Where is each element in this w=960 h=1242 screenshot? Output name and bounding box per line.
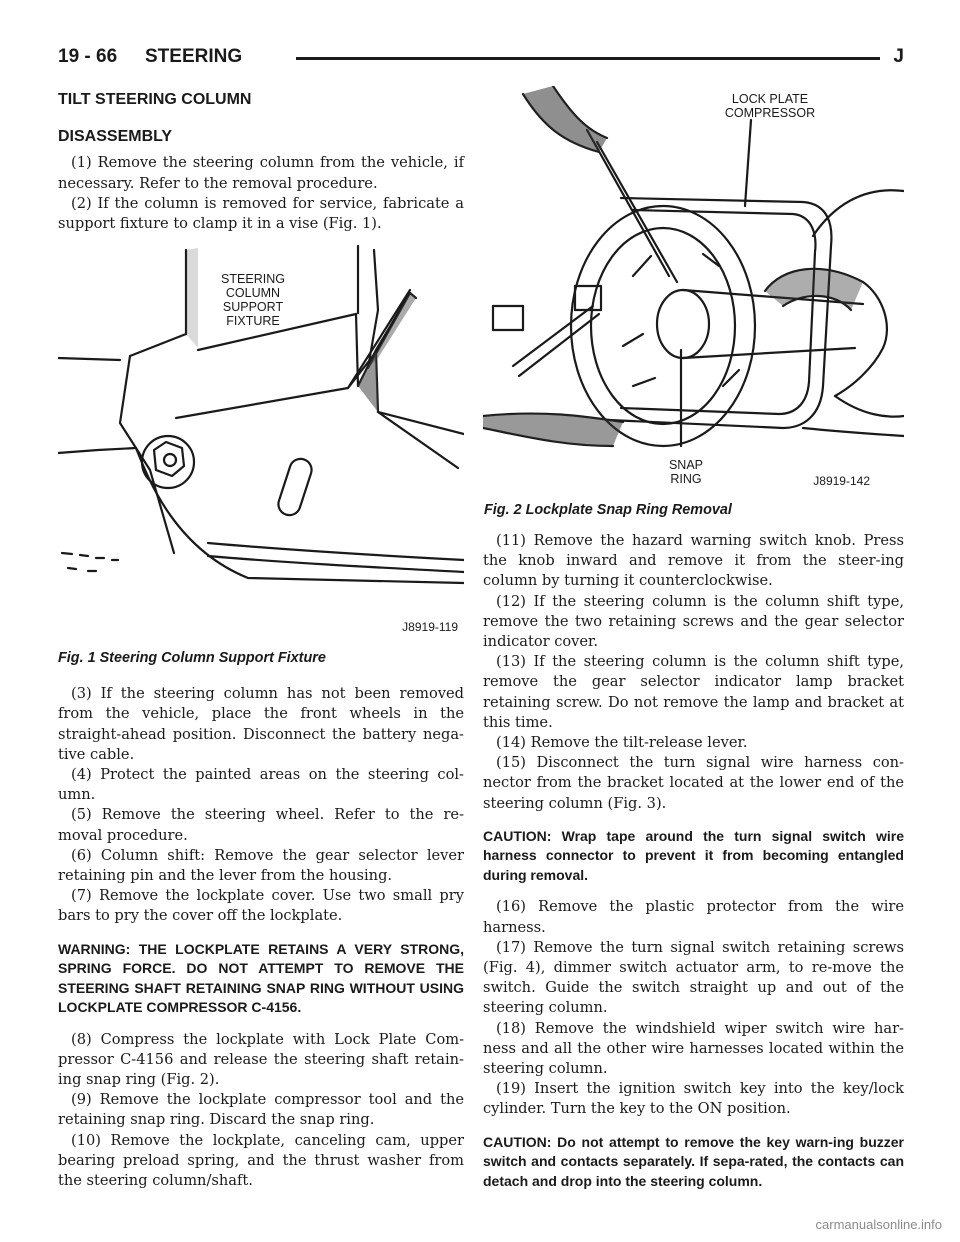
figure-2 — [483, 86, 904, 518]
step-1: (1) Remove the steering column from the vehicle, if necessary. Refer to the removal procedure. — [58, 154, 464, 192]
snap-ring-label: SNAP RING — [668, 458, 704, 486]
figure-2-id: J8919-142 — [813, 474, 870, 488]
page-number: 19 - 66 — [58, 46, 118, 67]
right-column — [483, 525, 904, 1203]
step-2: (2) If the column is removed for service, fabricate a support fixture to clamp it in a vise (Fig. 1). — [58, 194, 464, 233]
lock-plate-compressor-label: LOCK PLATE COMPRESSOR — [724, 92, 816, 120]
fixture-label: STEERING COLUMN SUPPORT FIXTURE — [221, 272, 285, 328]
figure-1-caption: Fig. 1 Steering Column Support Fixture — [58, 650, 326, 666]
step-3: (3) If the steering column has not been removed from the vehicle, place the front wheels in the straight-ahead position. Disconnect the battery nega-tive cable. — [58, 685, 464, 763]
step-15: (15) Disconnect the turn signal wire harness con-nector from the bracket located at the lower end of the steering column (Fig. 3). — [483, 754, 904, 812]
step-11: (11) Remove the hazard warning switch knob. Press the knob inward and remove it from the steer-ing column by turning it counterclockwise. — [483, 532, 904, 590]
snap-ring-removal-illustration — [483, 86, 904, 486]
step-16: (16) Remove the plastic protector from the wire harness. — [483, 898, 904, 936]
step-7: (7) Remove the lockplate cover. Use two small pry bars to pry the cover off the lockplate. — [58, 887, 464, 925]
step-18: (18) Remove the windshield wiper switch wire har-ness and all the other wire harnesses located within the steering column. — [483, 1019, 904, 1077]
caution-note-1: CAUTION: Wrap tape around the turn signal switch wire harness connector to prevent it from becoming entangled during removal. — [483, 827, 904, 883]
section-heading: TILT STEERING COLUMN — [58, 91, 252, 108]
edition-letter: J — [893, 46, 904, 67]
step-10: (10) Remove the lockplate, canceling cam, upper bearing preload spring, and the thrust washer from the steering column/shaft. — [58, 1131, 464, 1190]
figure-1 — [58, 238, 464, 666]
watermark: carmanualsonline.info — [815, 1217, 942, 1232]
step-8: (8) Compress the lockplate with Lock Plate Com-pressor C-4156 and release the steering shaft retain-ing snap ring (Fig. 2). — [58, 1030, 464, 1089]
figure-1-id: J8919-119 — [402, 620, 458, 634]
subheading-disassembly: DISASSEMBLY — [58, 128, 173, 146]
step-13: (13) If the steering column is the column shift type, remove the gear selector indicator lamp bracket retaining screw. Do not remove the lamp and bracket at this time. — [483, 653, 904, 731]
warning-note: WARNING: THE LOCKPLATE RETAINS A VERY STRONG, SPRING FORCE. DO NOT ATTEMPT TO REMOVE THE STEERING SHAFT RETAINING SNAP RING WITHOUT USING LOCKPLATE COMPRESSOR C-4156. — [58, 940, 464, 1016]
caution-note-2: CAUTION: Do not attempt to remove the key warn-ing buzzer switch and contacts separately. If sepa-rated, the contacts can detach and drop into the steering column. — [483, 1133, 904, 1189]
step-14: (14) Remove the tilt-release lever. — [496, 734, 748, 752]
step-19: (19) Insert the ignition switch key into the key/lock cylinder. Turn the key to the ON position. — [483, 1080, 904, 1118]
page-header — [58, 46, 904, 70]
step-9: (9) Remove the lockplate compressor tool and the retaining snap ring. Discard the snap ring. — [58, 1091, 464, 1129]
step-17: (17) Remove the turn signal switch retaining screws (Fig. 4), dimmer switch actuator arm, to re-move the switch. Guide the switch straight up and out of the steering column. — [483, 938, 904, 1017]
step-5: (5) Remove the steering wheel. Refer to the re-moval procedure. — [58, 806, 464, 844]
step-6: (6) Column shift: Remove the gear selector lever retaining pin and the lever from the housing. — [58, 846, 464, 885]
step-4: (4) Protect the painted areas on the steering col-umn. — [58, 766, 464, 804]
figure-2-caption: Fig. 2 Lockplate Snap Ring Removal — [484, 502, 732, 518]
step-12: (12) If the steering column is the column shift type, remove the two retaining screws and the gear selector indicator cover. — [483, 592, 904, 651]
section-title: STEERING — [145, 46, 243, 67]
header-rule — [296, 57, 880, 60]
